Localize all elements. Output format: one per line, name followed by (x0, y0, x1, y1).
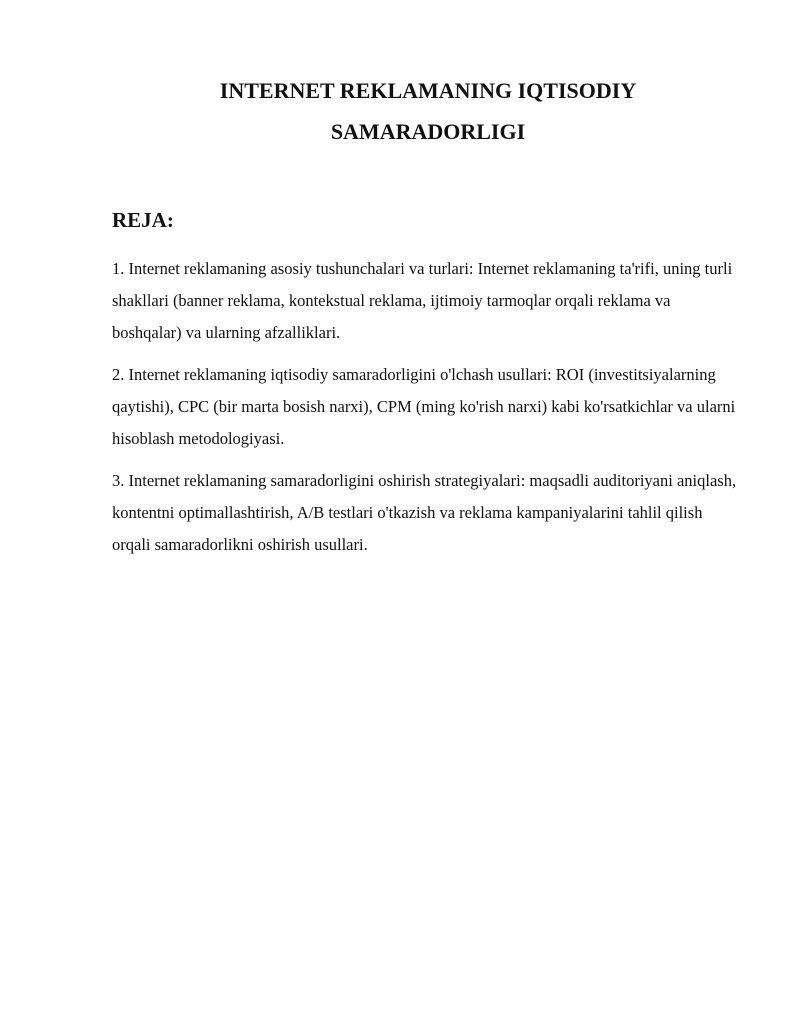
plan-list (112, 253, 744, 571)
plan-item-3: 3. Internet reklamaning samaradorligini oshirish strategiyalari: maqsadli auditoriyani aniqlash, kontentni optimallashtirish, A/B testlari o'tkazish va reklama kampaniyalarini tahlil qilish orqali samaradorlikni oshirish usullari. (112, 471, 737, 554)
document-title (0, 70, 800, 152)
plan-item-1: 1. Internet reklamaning asosiy tushunchalari va turlari: Internet reklamaning ta'rifi, uning turli shakllari (banner reklama, kontekstual reklama, ijtimoiy tarmoqlar orqali reklama va boshqalar) va ularning afzalliklari. (112, 259, 733, 342)
title-line-1: INTERNET REKLAMANING IQTISODIY (219, 78, 637, 103)
title-line-2: SAMARADORLIGI (330, 119, 526, 144)
plan-heading: REJA: (112, 208, 174, 232)
plan-item-2: 2. Internet reklamaning iqtisodiy samaradorligini o'lchash usullari: ROI (investitsiyalarning qaytishi), CPC (bir marta bosish narxi), CPM (ming ko'rish narxi) kabi ko'rsatkichlar va ularni hisoblash metodologiyasi. (112, 365, 736, 448)
